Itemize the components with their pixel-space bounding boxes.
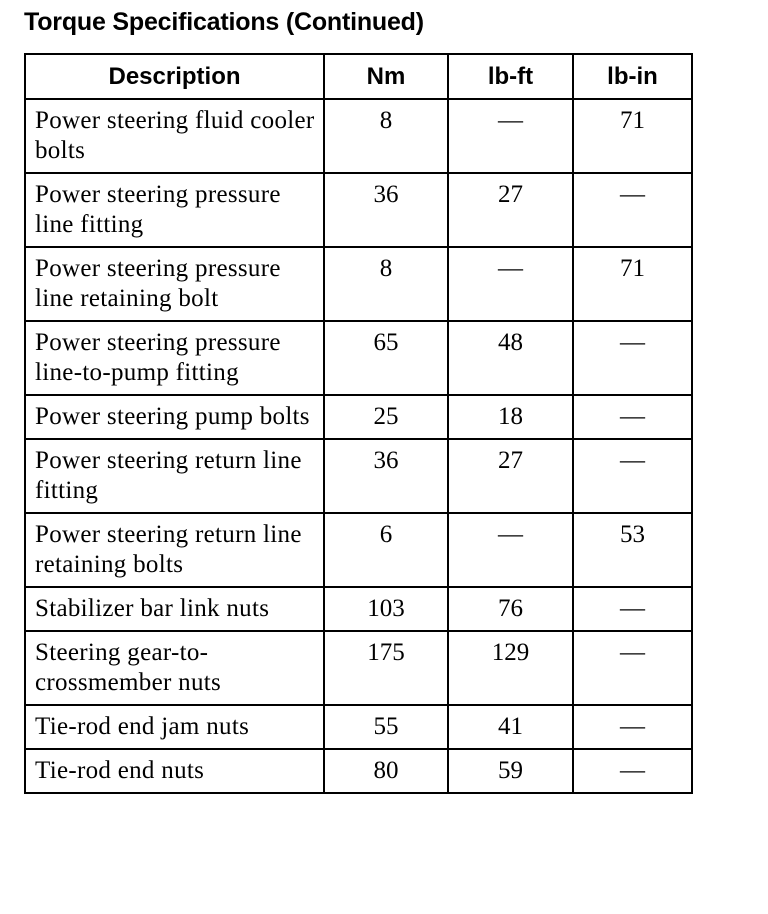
row-lb-ft-value: 27 bbox=[448, 439, 573, 513]
row-description: Power steering pressure line fitting bbox=[25, 173, 324, 247]
row-description: Power steering pump bolts bbox=[25, 395, 324, 439]
table-row bbox=[25, 99, 692, 173]
table-row bbox=[25, 247, 692, 321]
row-description: Power steering return line fitting bbox=[25, 439, 324, 513]
row-description: Power steering pressure line retaining bolt bbox=[25, 247, 324, 321]
row-description: Tie-rod end nuts bbox=[25, 749, 324, 793]
table-row bbox=[25, 587, 692, 631]
row-lb-ft-value: 59 bbox=[448, 749, 573, 793]
row-lb-ft-value: — bbox=[448, 99, 573, 173]
row-description: Steering gear-to-crossmember nuts bbox=[25, 631, 324, 705]
row-description: Stabilizer bar link nuts bbox=[25, 587, 324, 631]
row-nm-value: 55 bbox=[324, 705, 448, 749]
row-lb-in-value: — bbox=[573, 173, 692, 247]
row-nm-value: 175 bbox=[324, 631, 448, 705]
page-title: Torque Specifications (Continued) bbox=[24, 8, 424, 36]
header-description: Description bbox=[25, 54, 324, 99]
row-lb-in-value: — bbox=[573, 749, 692, 793]
header-nm: Nm bbox=[324, 54, 448, 99]
row-nm-value: 65 bbox=[324, 321, 448, 395]
row-lb-in-value: — bbox=[573, 395, 692, 439]
row-lb-ft-value: — bbox=[448, 247, 573, 321]
row-nm-value: 36 bbox=[324, 439, 448, 513]
row-nm-value: 8 bbox=[324, 99, 448, 173]
header-lb-ft: lb-ft bbox=[448, 54, 573, 99]
row-nm-value: 6 bbox=[324, 513, 448, 587]
table-row bbox=[25, 173, 692, 247]
row-nm-value: 80 bbox=[324, 749, 448, 793]
row-nm-value: 103 bbox=[324, 587, 448, 631]
table-header-row bbox=[25, 54, 692, 99]
row-description: Power steering fluid cooler bolts bbox=[25, 99, 324, 173]
table-row bbox=[25, 513, 692, 587]
row-lb-in-value: 71 bbox=[573, 247, 692, 321]
header-lb-in: lb-in bbox=[573, 54, 692, 99]
row-lb-in-value: — bbox=[573, 321, 692, 395]
row-lb-ft-value: 41 bbox=[448, 705, 573, 749]
row-nm-value: 25 bbox=[324, 395, 448, 439]
row-lb-in-value: — bbox=[573, 631, 692, 705]
row-lb-ft-value: 18 bbox=[448, 395, 573, 439]
row-lb-in-value: — bbox=[573, 587, 692, 631]
row-lb-in-value: — bbox=[573, 439, 692, 513]
row-nm-value: 8 bbox=[324, 247, 448, 321]
table-row bbox=[25, 749, 692, 793]
table-row bbox=[25, 439, 692, 513]
row-description: Power steering return line retaining bolts bbox=[25, 513, 324, 587]
row-description: Power steering pressure line-to-pump fitting bbox=[25, 321, 324, 395]
row-lb-ft-value: 48 bbox=[448, 321, 573, 395]
row-lb-in-value: — bbox=[573, 705, 692, 749]
row-lb-ft-value: — bbox=[448, 513, 573, 587]
table-row bbox=[25, 705, 692, 749]
torque-spec-table bbox=[24, 53, 693, 794]
table-row bbox=[25, 631, 692, 705]
table-row bbox=[25, 395, 692, 439]
row-description: Tie-rod end jam nuts bbox=[25, 705, 324, 749]
row-lb-ft-value: 27 bbox=[448, 173, 573, 247]
row-lb-ft-value: 76 bbox=[448, 587, 573, 631]
row-nm-value: 36 bbox=[324, 173, 448, 247]
row-lb-ft-value: 129 bbox=[448, 631, 573, 705]
table-row bbox=[25, 321, 692, 395]
row-lb-in-value: 53 bbox=[573, 513, 692, 587]
row-lb-in-value: 71 bbox=[573, 99, 692, 173]
